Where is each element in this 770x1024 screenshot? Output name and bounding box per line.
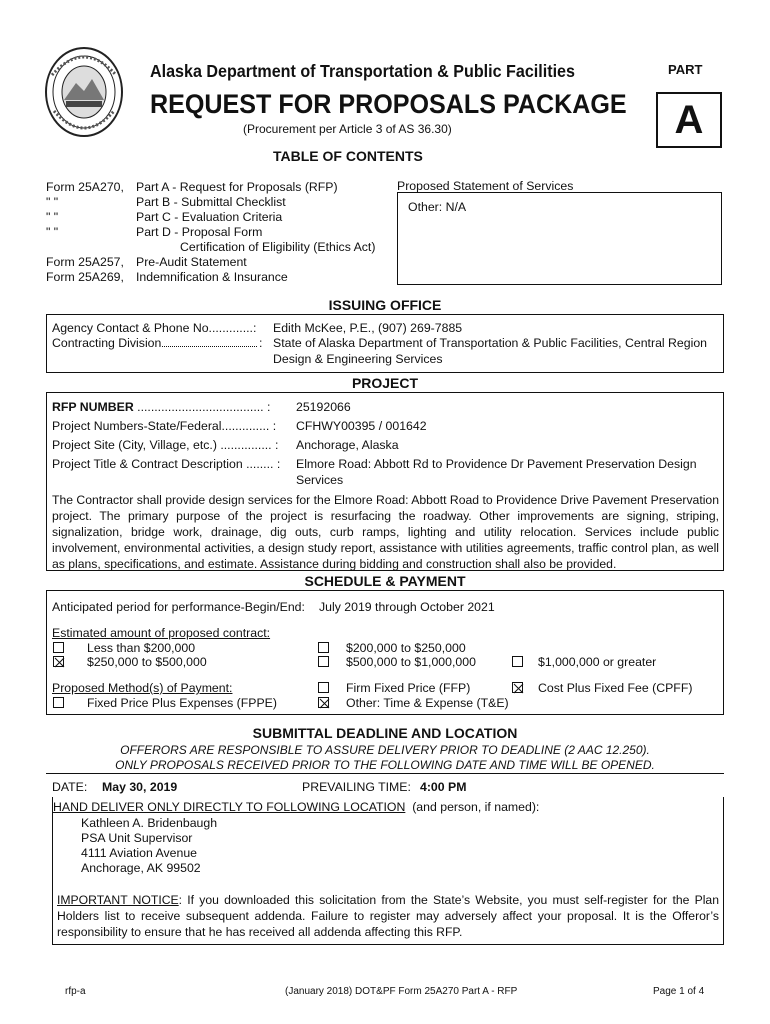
method-option-label: Firm Fixed Price (FFP) <box>346 681 471 695</box>
toc-form: Form 25A270, <box>46 180 124 194</box>
amount-option-label: $500,000 to $1,000,000 <box>346 655 476 669</box>
division-colon: : <box>259 336 263 350</box>
issuing-office-heading: ISSUING OFFICE <box>328 297 442 313</box>
project-title-value-line1: Elmore Road: Abbott Rd to Providence Dr Pavement Preservation Design <box>296 457 697 471</box>
amount-checkbox-1m-plus[interactable] <box>512 656 523 667</box>
period-label: Anticipated period for performance-Begin/End: <box>52 600 305 614</box>
toc-form: Form 25A269, <box>46 270 124 284</box>
agency-name: Alaska Department of Transportation & Public Facilities <box>150 61 575 81</box>
toc-item: Part D - Proposal Form <box>136 225 263 239</box>
checkmark-x-icon <box>319 698 330 709</box>
contact-value: Edith McKee, P.E., (907) 269-7885 <box>273 321 463 335</box>
project-numbers-label: Project Numbers-State/Federal.............. : <box>52 419 277 433</box>
toc-heading: TABLE OF CONTENTS <box>273 148 423 164</box>
submittal-notice-2: ONLY PROPOSALS RECEIVED PRIOR TO THE FOLLOWING DATE AND TIME WILL BE OPENED. <box>115 758 655 772</box>
toc-item: Part B - Submittal Checklist <box>136 195 286 209</box>
amount-checkbox-200k-250k[interactable] <box>318 642 329 653</box>
project-numbers-value: CFHWY00395 / 001642 <box>296 419 427 433</box>
checkmark-x-icon <box>513 683 524 694</box>
location-box <box>52 797 724 945</box>
project-title-value-line2: Services <box>296 473 344 487</box>
part-label: PART <box>668 62 703 77</box>
page-subtitle: (Procurement per Article 3 of AS 36.30) <box>243 122 452 136</box>
footer-page-number: Page 1 of 4 <box>653 986 705 997</box>
method-checkbox-other[interactable] <box>318 697 329 708</box>
services-label: Proposed Statement of Services <box>397 179 574 193</box>
date-value: May 30, 2019 <box>102 780 178 794</box>
issuing-office-box <box>46 314 724 373</box>
project-heading: PROJECT <box>351 375 419 391</box>
division-value-line1: State of Alaska Department of Transportation & Public Facilities, Central Region <box>273 336 708 350</box>
agency-seal <box>44 45 124 140</box>
footer-center: (January 2018) DOT&PF Form 25A270 Part A - RFP <box>285 986 518 997</box>
important-notice: IMPORTANT NOTICE: If you downloaded this solicitation from the State’s Website, you must self-register for the Plan Holders list to receive subsequent addenda. Failure to register may adversely affect your proposal. It is the Offeror’s responsibility to ensure that he has received all addenda affecting this RFP. <box>57 893 719 939</box>
toc-form: " " <box>46 195 59 209</box>
method-checkbox-cpff[interactable] <box>512 682 523 693</box>
toc-item: Indemnification & Insurance <box>136 270 288 284</box>
amount-checkbox-500k-1m[interactable] <box>318 656 329 667</box>
services-value: Other: N/A <box>408 200 467 214</box>
toc-item: Pre-Audit Statement <box>136 255 247 269</box>
deliver-label: HAND DELIVER ONLY DIRECTLY TO FOLLOWING LOCATION (and person, if named): <box>53 800 540 814</box>
toc-item: Part A - Request for Proposals (RFP) <box>136 180 338 194</box>
project-site-value: Anchorage, Alaska <box>296 438 399 452</box>
amount-option-label: Less than $200,000 <box>87 641 196 655</box>
toc-form: " " <box>46 225 59 239</box>
amount-checkbox-250k-500k[interactable] <box>53 656 64 667</box>
rfp-number-value: 25192066 <box>296 400 351 414</box>
schedule-heading: SCHEDULE & PAYMENT <box>304 573 466 589</box>
date-label: DATE: <box>52 780 88 794</box>
division-label: Contracting Division <box>52 336 257 350</box>
method-checkbox-ffp[interactable] <box>318 682 329 693</box>
submittal-notice-1: OFFERORS ARE RESPONSIBLE TO ASSURE DELIVERY PRIOR TO DEADLINE (2 AAC 12.250). <box>120 743 650 757</box>
project-title-label: Project Title & Contract Description ........ : <box>52 457 281 471</box>
address-line: Kathleen A. Bridenbaugh <box>81 816 218 830</box>
time-label: PREVAILING TIME: <box>302 780 411 794</box>
method-label: Proposed Method(s) of Payment: <box>52 681 233 695</box>
toc-form: " " <box>46 210 59 224</box>
checkmark-x-icon <box>54 657 65 668</box>
rfp-number-label: RFP NUMBER ..................................... : <box>52 400 271 414</box>
address-line: 4111 Aviation Avenue <box>81 846 198 860</box>
method-option-label: Fixed Price Plus Expenses (FPPE) <box>87 696 277 710</box>
toc-form: Form 25A257, <box>46 255 124 269</box>
project-box <box>46 392 724 571</box>
division-value-line2: Design & Engineering Services <box>273 352 443 366</box>
period-value: July 2019 through October 2021 <box>319 600 495 614</box>
amount-option-label: $1,000,000 or greater <box>538 655 657 669</box>
method-option-label: Cost Plus Fixed Fee (CPFF) <box>538 681 693 695</box>
project-site-label: Project Site (City, Village, etc.) ............... : <box>52 438 279 452</box>
method-option-label: Other: Time & Expense (T&E) <box>346 696 509 710</box>
page-title: REQUEST FOR PROPOSALS PACKAGE <box>150 89 627 119</box>
toc-item: Part C - Evaluation Criteria <box>136 210 283 224</box>
amount-checkbox-less-200k[interactable] <box>53 642 64 653</box>
amount-option-label: $250,000 to $500,000 <box>87 655 207 669</box>
services-box <box>397 192 722 285</box>
amount-option-label: $200,000 to $250,000 <box>346 641 466 655</box>
contact-label: Agency Contact & Phone No.............: <box>52 321 257 335</box>
time-value: 4:00 PM <box>420 780 467 794</box>
schedule-box <box>46 590 724 715</box>
footer-left: rfp-a <box>65 986 86 997</box>
toc-item: Certification of Eligibility (Ethics Act) <box>180 240 376 254</box>
project-description: The Contractor shall provide design services for the Elmore Road: Abbott Road to Providence Drive Pavement Preservation project. The primary purpose of the project is resurfacing the roadway. Other improvements are signing, striping, signalization, bridge work, drainage, dig outs, curb ramps, lighting and utility relocation. Services include public involvement, environmental activities, a design study report, assistance with utilities agreements, traffic control plan, as well as plans, specifications, and estimate. Assistance during bidding and construction shall also be provided. <box>52 493 719 571</box>
submittal-heading: SUBMITTAL DEADLINE AND LOCATION <box>252 725 518 741</box>
part-letter: A <box>656 92 722 148</box>
address-line: Anchorage, AK 99502 <box>81 861 201 875</box>
submittal-divider <box>46 773 724 774</box>
method-checkbox-fppe[interactable] <box>53 697 64 708</box>
address-line: PSA Unit Supervisor <box>81 831 193 845</box>
amount-label: Estimated amount of proposed contract: <box>52 626 271 640</box>
